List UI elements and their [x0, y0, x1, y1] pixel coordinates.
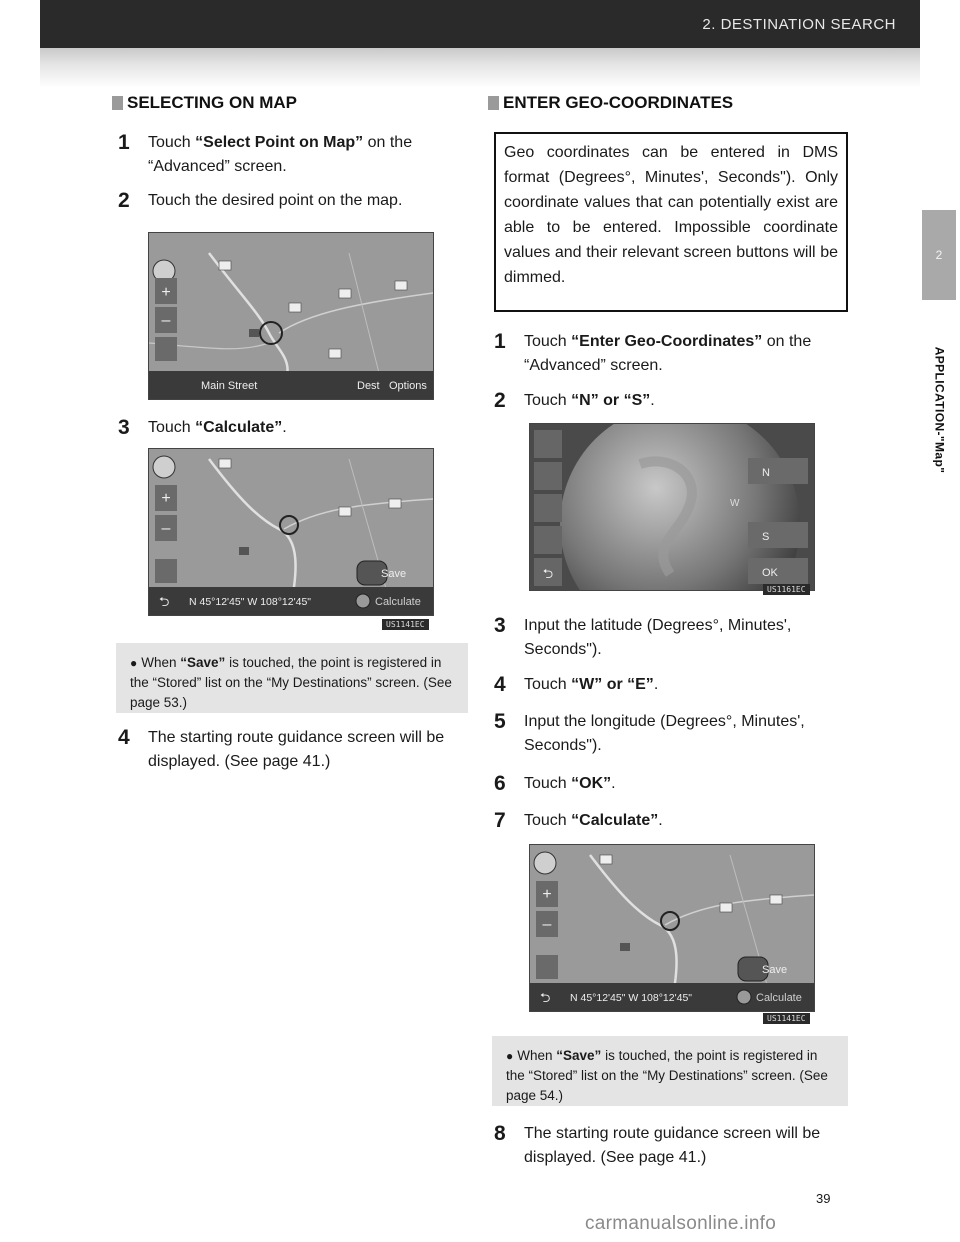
step-number: 5	[494, 710, 506, 733]
left-note-box: ● When “Save” is touched, the point is registered in the “Stored” list on the “My Destinations” screen. (See page 53.)	[116, 643, 468, 713]
step-number: 2	[494, 389, 506, 412]
chapter-tab: 2	[922, 210, 956, 300]
calculate-screenshot-graphic	[149, 449, 433, 615]
svg-text:–: –	[161, 312, 171, 329]
left-step-2	[118, 189, 468, 213]
header-bar	[40, 0, 920, 48]
heading-square-icon	[488, 96, 499, 110]
svg-text:Calculate: Calculate	[375, 596, 421, 608]
left-step-1	[118, 131, 468, 179]
step-number: 7	[494, 809, 506, 832]
right-step-3	[494, 614, 854, 662]
section-title: 2. DESTINATION SEARCH	[702, 16, 896, 33]
svg-text:Dest: Dest	[357, 380, 380, 392]
step-number: 3	[494, 614, 506, 637]
right-step-8	[494, 1122, 854, 1170]
right-section-heading	[488, 93, 733, 113]
watermark-text: carmanualsonline.info	[585, 1213, 777, 1234]
svg-text:⮌: ⮌	[542, 566, 554, 581]
svg-text:–: –	[161, 520, 171, 537]
step-text: Touch the desired point on the map.	[148, 192, 403, 209]
right-note-box: ● When “Save” is touched, the point is registered in the “Stored” list on the “My Destinations” screen. (See page 54.)	[492, 1036, 848, 1106]
coords-readout: N 45°12'45" W 108°12'45"	[189, 596, 312, 608]
left-heading-text: SELECTING ON MAP	[127, 93, 298, 112]
svg-text:N: N	[762, 467, 770, 479]
screenshot-tag: US1141EC	[382, 619, 429, 630]
globe-screenshot	[529, 423, 815, 591]
svg-text:+: +	[161, 284, 171, 301]
svg-text:⮌: ⮌	[159, 594, 170, 609]
step-number: 3	[118, 416, 130, 439]
header-gradient-strip	[40, 48, 920, 88]
right-step-4	[494, 673, 854, 697]
step-number: 1	[494, 330, 506, 353]
step-text: Input the longitude (Degrees°, Minutes', Seconds").	[524, 713, 805, 754]
globe-screenshot-graphic	[530, 424, 814, 590]
step-text: Touch “Calculate”.	[524, 812, 663, 829]
svg-text:Calculate: Calculate	[756, 992, 802, 1004]
left-step-3	[118, 416, 468, 440]
left-section-heading	[112, 93, 297, 113]
right-heading-text: ENTER GEO-COORDINATES	[503, 93, 734, 112]
heading-square-icon	[112, 96, 123, 110]
right-step-7	[494, 809, 854, 833]
step-number: 6	[494, 772, 506, 795]
svg-text:+: +	[542, 886, 552, 903]
chapter-label	[922, 300, 956, 520]
svg-text:Save: Save	[762, 964, 788, 976]
step-text: Touch “W” or “E”.	[524, 676, 659, 693]
chapter-label-text: APPLICATION-"Map"	[932, 346, 946, 474]
screenshot-tag: US1161EC	[763, 584, 810, 595]
geo-info-box: Geo coordinates can be entered in DMS format (Degrees°, Minutes', Seconds"). Only coordinate values that can potentially exist are able to be entered. Impossible coordinate values and their relevant screen buttons will be dimmed.	[494, 132, 848, 312]
svg-text:Save: Save	[381, 568, 407, 580]
step-text: Input the latitude (Degrees°, Minutes', Seconds").	[524, 617, 792, 658]
right-step-2	[494, 389, 854, 413]
map-street-label: Main Street	[201, 380, 258, 392]
step-text: The starting route guidance screen will be displayed. (See page 41.)	[148, 729, 445, 770]
step-number: 4	[494, 673, 506, 696]
map-screenshot-calculate-2	[529, 844, 815, 1012]
svg-text:⮌: ⮌	[540, 990, 551, 1005]
step-number: 4	[118, 726, 130, 749]
svg-text:+: +	[161, 490, 171, 507]
note-bullet-icon: ●	[506, 1049, 514, 1063]
map-screenshot-select-point	[148, 232, 434, 400]
step-number: 1	[118, 131, 130, 154]
page-number: 39	[816, 1191, 831, 1206]
svg-text:–: –	[542, 916, 552, 933]
left-step-4	[118, 726, 468, 774]
step-text: Touch “Enter Geo-Coordinates” on the “Advanced” screen.	[524, 333, 812, 374]
svg-text:Options: Options	[389, 380, 427, 392]
right-step-6	[494, 772, 854, 796]
note-bullet-icon: ●	[130, 656, 138, 670]
svg-text:S: S	[762, 531, 770, 543]
calculate-screenshot-graphic-2	[530, 845, 814, 1011]
map-screenshot-graphic	[149, 233, 433, 399]
coords-readout: N 45°12'45" W 108°12'45"	[570, 992, 693, 1004]
svg-text:W: W	[730, 498, 740, 509]
right-step-1	[494, 330, 854, 378]
step-number: 2	[118, 189, 130, 212]
step-text: The starting route guidance screen will be displayed. (See page 41.)	[524, 1125, 821, 1166]
step-text: Touch “Select Point on Map” on the “Advanced” screen.	[148, 134, 413, 175]
svg-text:OK: OK	[762, 567, 778, 579]
step-text: Touch “N” or “S”.	[524, 392, 655, 409]
right-step-5	[494, 710, 854, 758]
step-text: Touch “Calculate”.	[148, 419, 287, 436]
screenshot-tag: US1141EC	[763, 1013, 810, 1024]
step-text: Touch “OK”.	[524, 775, 616, 792]
step-number: 8	[494, 1122, 506, 1145]
map-screenshot-calculate	[148, 448, 434, 616]
